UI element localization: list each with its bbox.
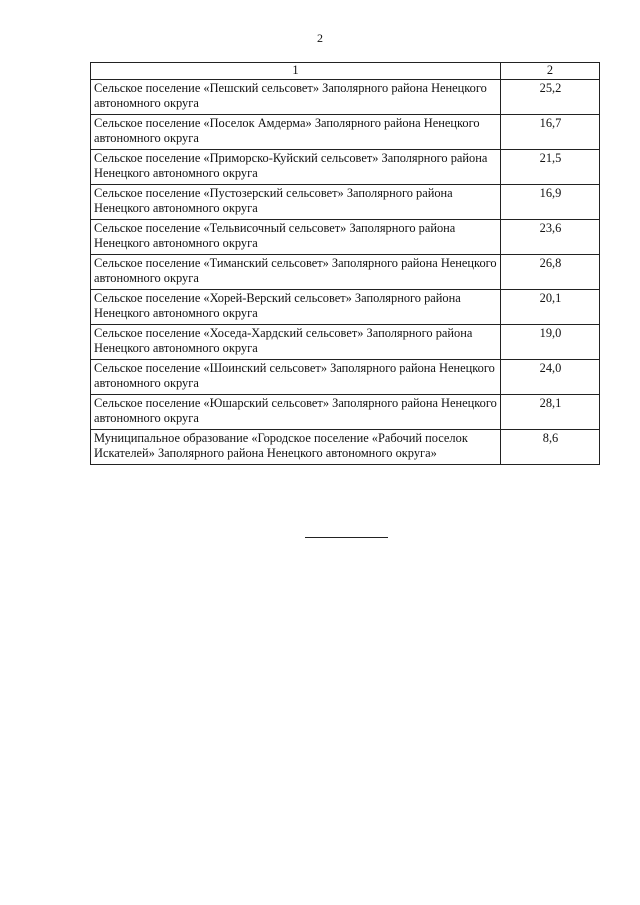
end-divider-line (305, 537, 388, 538)
value-cell: 24,0 (501, 360, 600, 395)
value-cell: 26,8 (501, 255, 600, 290)
table-row (91, 430, 600, 465)
municipality-name-cell: Сельское поселение «Пешский сельсовет» Заполярного района Ненецкого автономного округа (91, 80, 501, 115)
table-row (91, 80, 600, 115)
table-row (91, 325, 600, 360)
header-row (91, 63, 600, 80)
value-cell: 20,1 (501, 290, 600, 325)
table-row (91, 115, 600, 150)
municipality-name-cell: Сельское поселение «Тельвисочный сельсовет» Заполярного района Ненецкого автономного округа (91, 220, 501, 255)
page-number: 2 (317, 31, 323, 45)
value-cell: 23,6 (501, 220, 600, 255)
table-row (91, 360, 600, 395)
value-cell: 25,2 (501, 80, 600, 115)
value-cell: 19,0 (501, 325, 600, 360)
data-table (90, 62, 600, 465)
table-row (91, 220, 600, 255)
municipality-name-cell: Сельское поселение «Хоседа-Хардский сельсовет» Заполярного района Ненецкого автономного округа (91, 325, 501, 360)
header-col-2: 2 (501, 63, 600, 80)
table-row (91, 395, 600, 430)
municipality-name-cell: Сельское поселение «Пустозерский сельсовет» Заполярного района Ненецкого автономного округа (91, 185, 501, 220)
table-row (91, 150, 600, 185)
municipality-name-cell: Сельское поселение «Шоинский сельсовет» Заполярного района Ненецкого автономного округа (91, 360, 501, 395)
table-row (91, 185, 600, 220)
value-cell: 16,9 (501, 185, 600, 220)
header-col-1: 1 (91, 63, 501, 80)
municipality-name-cell: Сельское поселение «Тиманский сельсовет» Заполярного района Ненецкого автономного округа (91, 255, 501, 290)
table-row (91, 290, 600, 325)
municipality-name-cell: Муниципальное образование «Городское поселение «Рабочий поселок Искателей» Заполярного района Ненецкого автономного округа» (91, 430, 501, 465)
table-header (91, 63, 600, 80)
municipality-name-cell: Сельское поселение «Хорей-Верский сельсовет» Заполярного района Ненецкого автономного округа (91, 290, 501, 325)
value-cell: 21,5 (501, 150, 600, 185)
municipality-name-cell: Сельское поселение «Юшарский сельсовет» Заполярного района Ненецкого автономного округа (91, 395, 501, 430)
value-cell: 8,6 (501, 430, 600, 465)
table-row (91, 255, 600, 290)
municipality-name-cell: Сельское поселение «Приморско-Куйский сельсовет» Заполярного района Ненецкого автономного округа (91, 150, 501, 185)
value-cell: 16,7 (501, 115, 600, 150)
value-cell: 28,1 (501, 395, 600, 430)
table-body (91, 80, 600, 465)
municipality-name-cell: Сельское поселение «Поселок Амдерма» Заполярного района Ненецкого автономного округа (91, 115, 501, 150)
